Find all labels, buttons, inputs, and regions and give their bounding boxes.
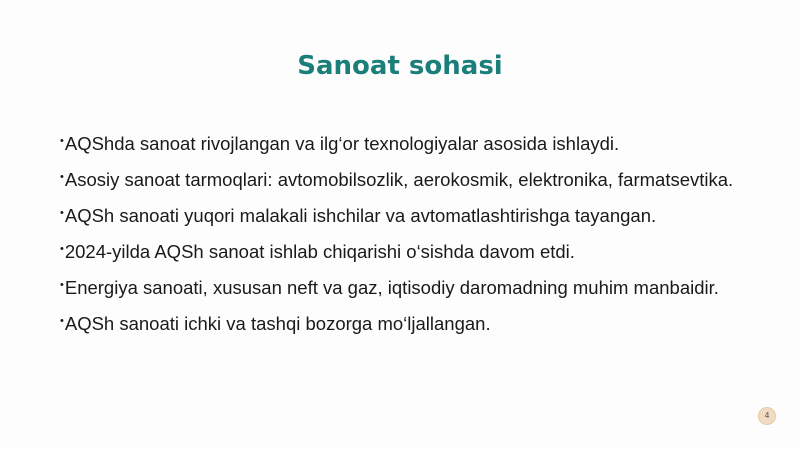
bullet-mark: • <box>60 279 64 291</box>
bullet-item <box>60 162 740 198</box>
bullet-item <box>60 270 740 306</box>
bullet-item <box>60 126 740 162</box>
bullet-text: 2024-yilda AQSh sanoat ishlab chiqarishi o‘sishda davom etdi. <box>64 241 575 262</box>
bullet-mark: • <box>60 207 64 219</box>
bullet-text: AQSh sanoati yuqori malakali ishchilar va avtomatlashtirishga tayangan. <box>64 205 657 226</box>
bullet-text: Energiya sanoati, xususan neft va gaz, iqtisodiy daromadning muhim manbaidir. <box>64 277 719 298</box>
bullet-mark: • <box>60 315 64 327</box>
bullet-text: AQShda sanoat rivojlangan va ilg‘or texnologiyalar asosida ishlaydi. <box>64 133 620 154</box>
page-number-badge: 4 <box>758 407 776 425</box>
bullet-list <box>60 126 740 342</box>
bullet-mark: • <box>60 171 64 183</box>
slide-title: Sanoat sohasi <box>297 51 503 81</box>
bullet-item <box>60 234 740 270</box>
bullet-mark: • <box>60 243 64 255</box>
bullet-text: Asosiy sanoat tarmoqlari: avtomobilsozlik, aerokosmik, elektronika, farmatsevtika. <box>64 169 734 190</box>
bullet-mark: • <box>60 135 64 147</box>
bullet-item <box>60 198 740 234</box>
bullet-item <box>60 306 740 342</box>
bullet-text: AQSh sanoati ichki va tashqi bozorga mo‘ljallangan. <box>64 313 491 334</box>
